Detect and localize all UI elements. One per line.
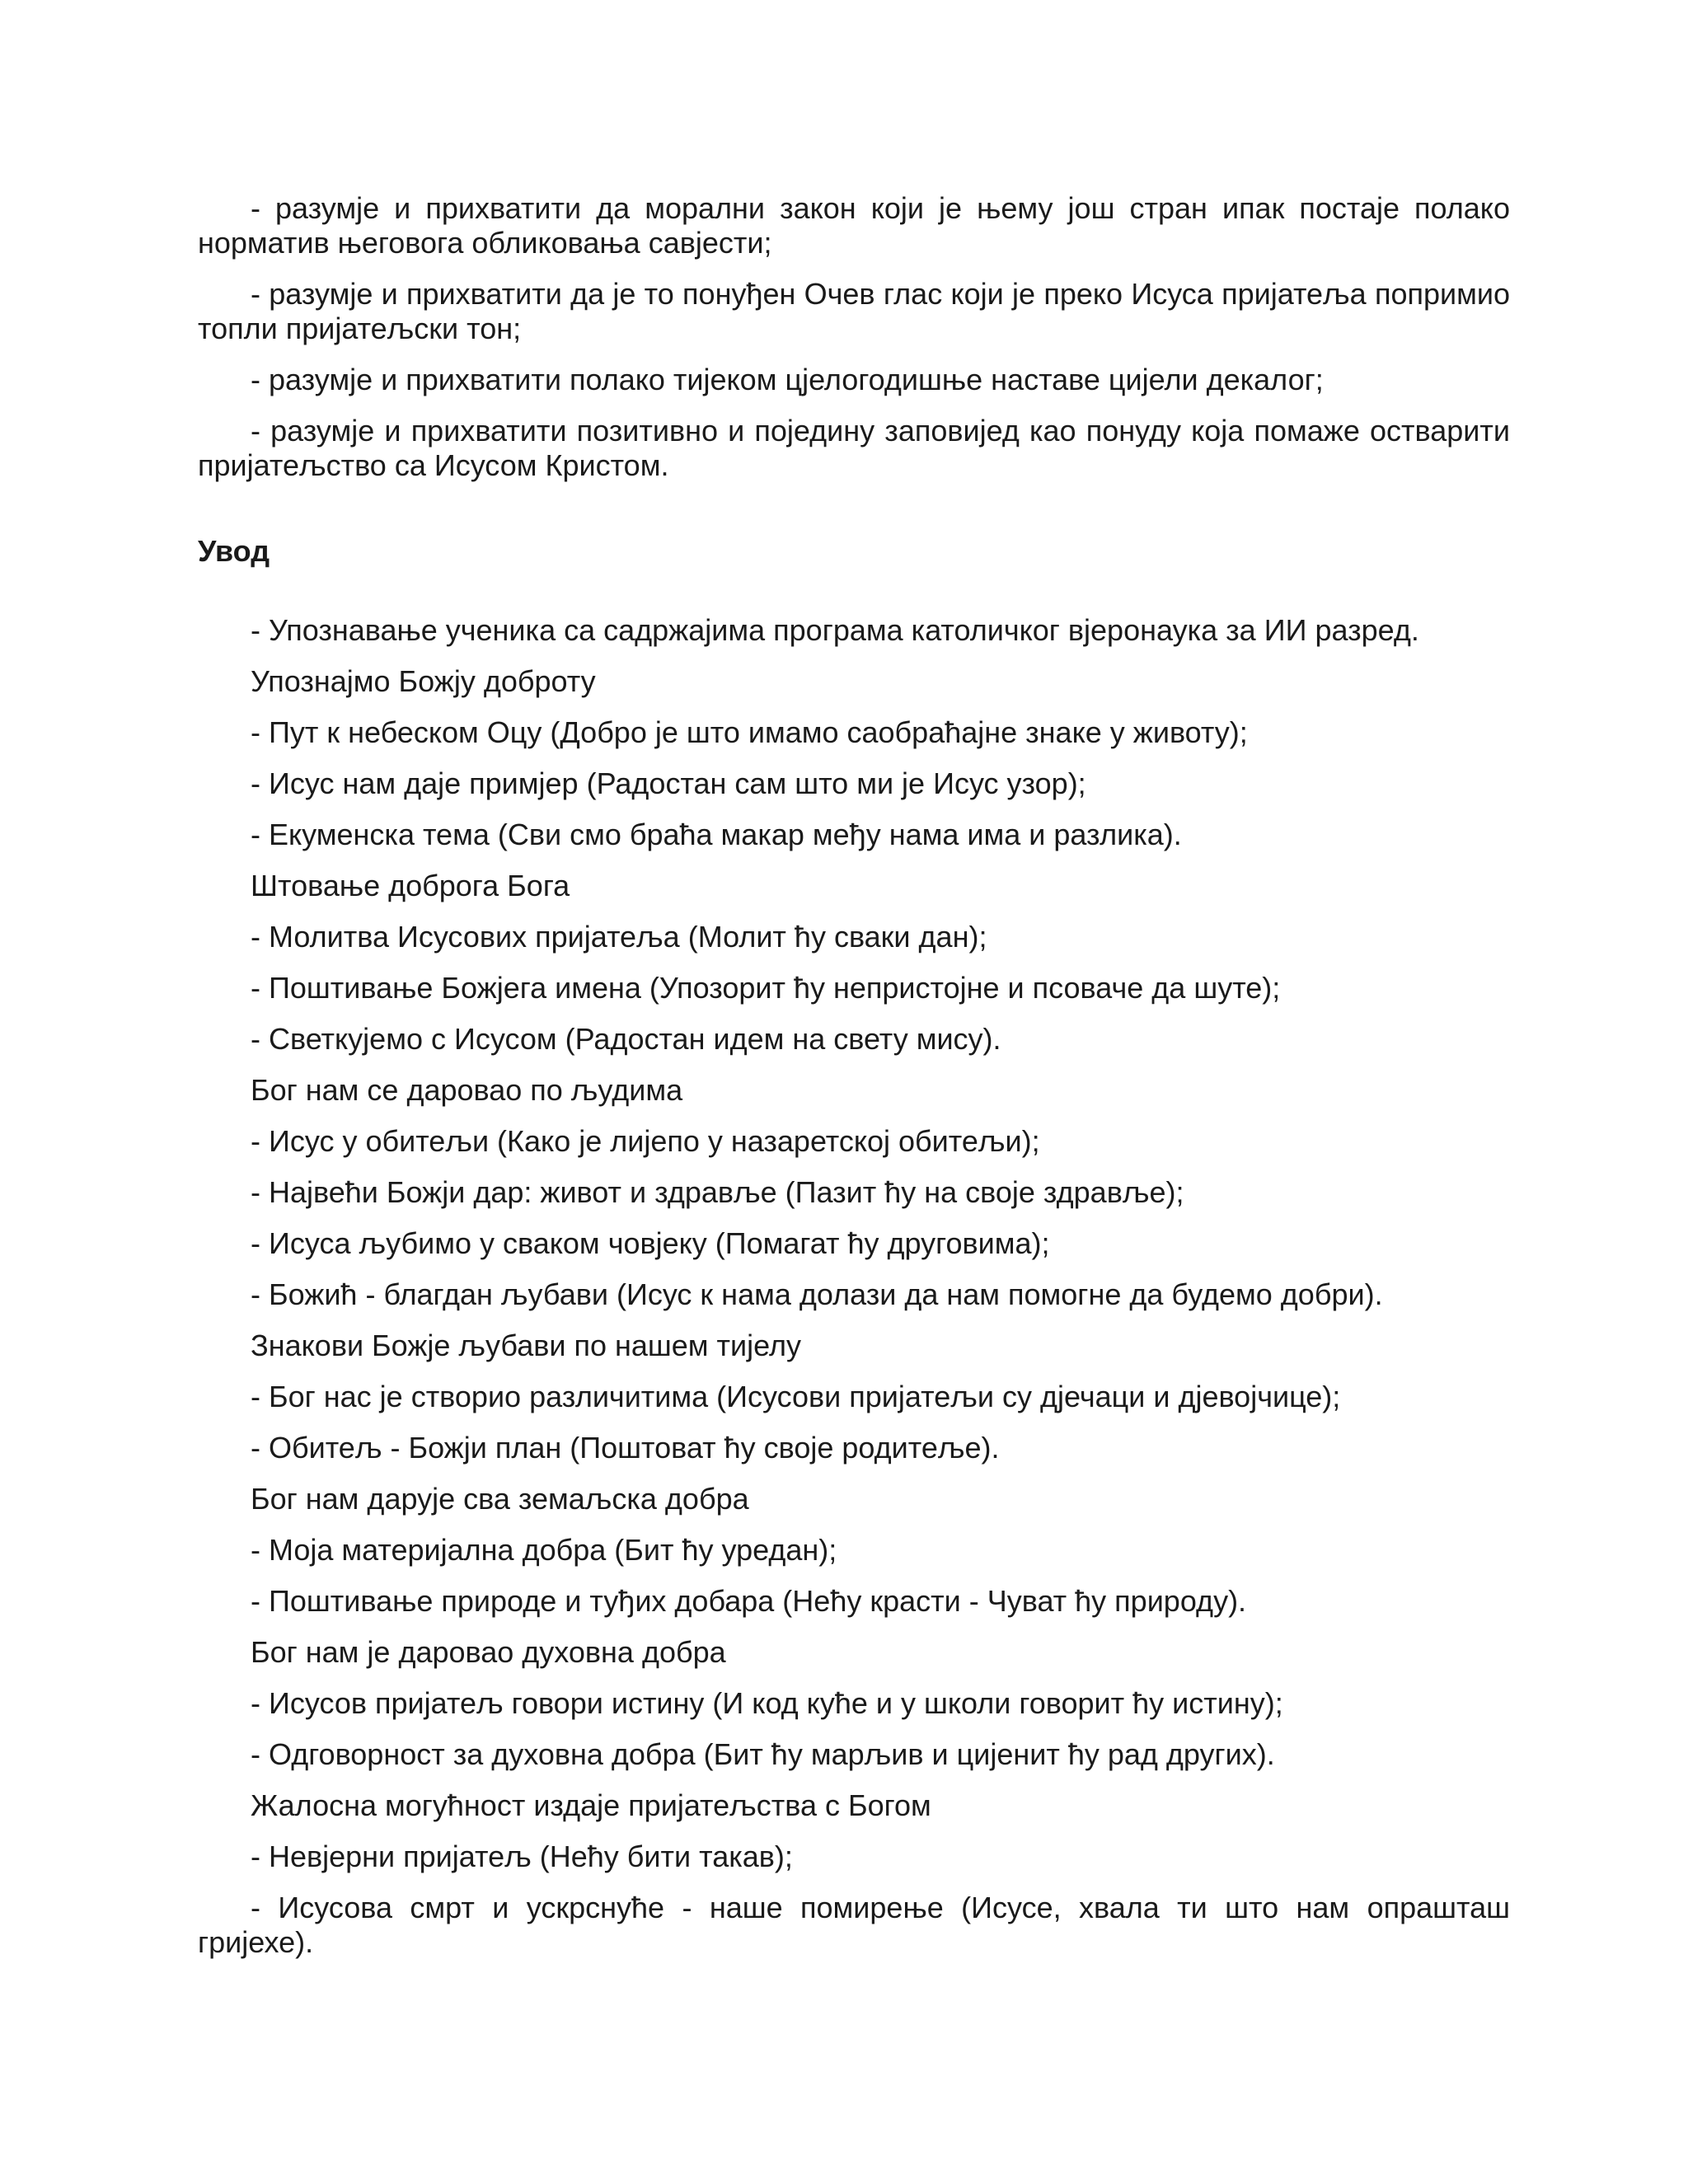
list-item: - Светкујемо с Исусом (Радостан идем на свету мису). [251,1022,1001,1056]
topic-heading: Бог нам је даровао духовна добра [251,1635,726,1669]
list-item: - Невјерни пријатељ (Нећу бити такав); [251,1840,793,1873]
section-heading: Увод [198,534,270,568]
list-item: - Исус у обитељи (Како је лијепо у назаретској обитељи); [251,1124,1040,1158]
list-item: - Исуса љубимо у сваком човјеку (Помагат ћу друговима); [251,1226,1050,1260]
list-item: - Одговорност за духовна добра (Бит ћу марљив и цијенит ћу рад других). [251,1737,1275,1771]
list-item: - Екуменска тема (Сви смо браћа макар међу нама има и разлика). [251,818,1182,851]
topic-heading: Бог нам дарује сва земаљска добра [251,1482,749,1516]
list-item: - Бог нас је створио различитима (Исусови пријатељи су дјечаци и дјевојчице); [251,1380,1341,1413]
list-item: - Пут к небеском Оцу (Добро је што имамо саобраћајне знаке у животу); [251,715,1248,749]
document-page [198,191,1510,1976]
topic-heading: Жалосна могућност издаје пријатељства с Богом [251,1788,931,1822]
intro-paragraph: - разумје и прихватити позитивно и поједину заповијед као понуду која помаже остварити пријатељство са Исусом Кристом. [198,414,1510,482]
intro-paragraph: - разумје и прихватити полако тијеком цјелогодишње наставе цијели декалог; [251,363,1324,396]
list-item: - Исусова смрт и ускрснуће - наше помирење (Исусе, хвала ти што нам опрашташ гријехе). [198,1891,1510,1959]
list-item: - Молитва Исусових пријатеља (Молит ћу сваки дан); [251,920,987,954]
topic-heading: Штовање доброга Бога [251,869,570,902]
list-item: - Поштивање Божјега имена (Упозорит ћу непристојне и псоваче да шуте); [251,971,1281,1005]
list-item: - Исус нам даје примјер (Радостан сам што ми је Исус узор); [251,766,1086,800]
topic-heading: Знакови Божје љубави по нашем тијелу [251,1329,801,1362]
topic-heading: Упознајмо Божју доброту [251,664,596,698]
list-item: - Поштивање природе и туђих добара (Нећу красти - Чуват ћу природу). [251,1584,1247,1618]
intro-paragraph: - разумје и прихватити да морални закон који је њему још стран ипак постаје полако норматив његовога обликовања савјести; [198,191,1510,260]
topic-heading: Бог нам се даровао по људима [251,1073,683,1107]
intro-paragraph: - разумје и прихватити да је то понуђен Очев глас који је преко Исуса пријатеља попримио топли пријатељски тон; [198,277,1510,345]
list-item: - Божић - благдан љубави (Исус к нама долази да нам помогне да будемо добри). [251,1277,1383,1311]
list-item: - Исусов пријатељ говори истину (И код куће и у школи говорит ћу истину); [251,1686,1283,1720]
list-item: - Највећи Божји дар: живот и здравље (Пазит ћу на своје здравље); [251,1175,1184,1209]
list-item: - Моја материјална добра (Бит ћу уредан); [251,1533,837,1567]
list-item: - Обитељ - Божји план (Поштоват ћу своје родитеље). [251,1431,1000,1465]
list-item: - Упознавање ученика са садржајима програма католичког вјеронаука за ИИ разред. [251,613,1419,647]
